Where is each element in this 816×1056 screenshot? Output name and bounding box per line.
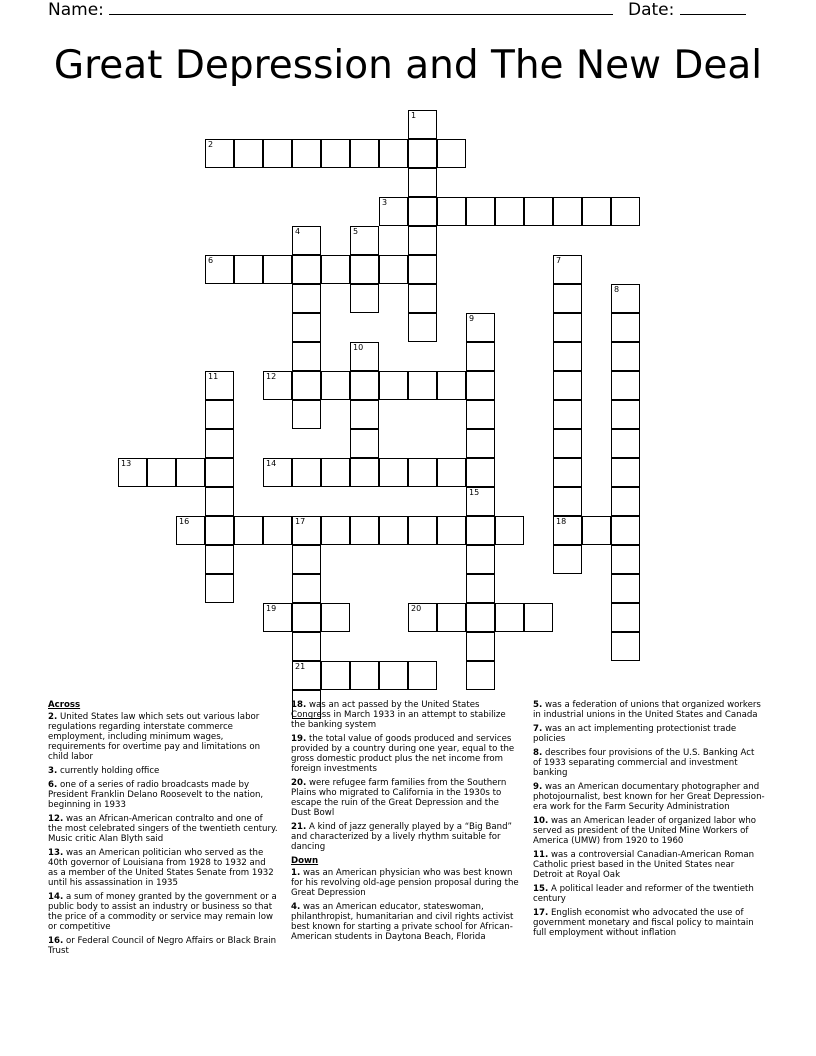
grid-cell[interactable] <box>408 371 437 400</box>
grid-cell[interactable] <box>263 458 292 487</box>
grid-cell[interactable] <box>553 458 582 487</box>
cell-number: 21 <box>295 662 306 671</box>
grid-cell[interactable] <box>437 371 466 400</box>
grid-cell[interactable] <box>611 284 640 313</box>
grid-cell[interactable] <box>205 487 234 516</box>
grid-cell[interactable] <box>292 545 321 574</box>
cell-number: 11 <box>208 372 219 381</box>
grid-cell[interactable] <box>408 313 437 342</box>
grid-cell[interactable] <box>408 516 437 545</box>
grid-cell[interactable] <box>437 603 466 632</box>
clue-down-4: 4. was an American educator, stateswoman, philanthropist, humanitarian and civil rights activist best known for starting a private school for African-American students in Daytona Beach, Florida <box>291 902 514 942</box>
grid-cell[interactable] <box>553 400 582 429</box>
grid-cell[interactable] <box>292 632 321 661</box>
grid-cell[interactable] <box>350 516 379 545</box>
grid-cell[interactable] <box>321 603 350 632</box>
grid-cell[interactable] <box>350 342 379 371</box>
grid-cell[interactable] <box>350 371 379 400</box>
grid-cell[interactable] <box>292 284 321 313</box>
grid-cell[interactable] <box>524 603 553 632</box>
grid-cell[interactable] <box>437 139 466 168</box>
grid-cell[interactable] <box>350 400 379 429</box>
clue-down-10: 10. was an American leader of organized labor who served as president of the United Mine Workers of America (UMW) from 1920 to 1960 <box>533 816 757 846</box>
grid-cell[interactable] <box>611 313 640 342</box>
clue-across-3: 3. currently holding office <box>48 766 160 776</box>
grid-cell[interactable] <box>553 342 582 371</box>
cell-number: 18 <box>556 517 567 526</box>
clues-column-3 <box>533 700 765 942</box>
grid-cell[interactable] <box>408 603 437 632</box>
grid-cell[interactable] <box>466 487 495 516</box>
clues-column-1 <box>48 700 278 960</box>
grid-cell[interactable] <box>379 516 408 545</box>
grid-cell[interactable] <box>553 429 582 458</box>
clues-column-2 <box>291 700 521 946</box>
grid-cell[interactable] <box>553 197 582 226</box>
grid-cell[interactable] <box>553 371 582 400</box>
grid-cell[interactable] <box>611 516 640 545</box>
clue-down-17: 17. English economist who advocated the use of government monetary and fiscal policy to maintain full employment without inflation <box>533 908 754 938</box>
grid-cell[interactable] <box>437 516 466 545</box>
grid-cell[interactable] <box>292 342 321 371</box>
clue-down-5: 5. was a federation of unions that organized workers in industrial unions in the United States and Canada <box>533 700 761 720</box>
grid-cell[interactable] <box>205 516 234 545</box>
grid-cell[interactable] <box>205 545 234 574</box>
grid-cell[interactable] <box>466 197 495 226</box>
grid-cell[interactable] <box>379 139 408 168</box>
grid-cell[interactable] <box>379 255 408 284</box>
grid-cell[interactable] <box>466 458 495 487</box>
grid-cell[interactable] <box>321 371 350 400</box>
grid-cell[interactable] <box>263 255 292 284</box>
grid-cell[interactable] <box>350 429 379 458</box>
grid-cell[interactable] <box>350 255 379 284</box>
grid-cell[interactable] <box>379 197 408 226</box>
grid-cell[interactable] <box>408 284 437 313</box>
cell-number: 7 <box>556 256 562 265</box>
clue-across-18: 18. was an act passed by the United States Congress in March 1933 in an attempt to stabilize the banking system <box>291 700 506 730</box>
grid-cell[interactable] <box>437 458 466 487</box>
grid-cell[interactable] <box>379 661 408 690</box>
cell-number: 5 <box>353 227 359 236</box>
cell-number: 14 <box>266 459 277 468</box>
grid-cell[interactable] <box>466 516 495 545</box>
grid-cell[interactable] <box>205 255 234 284</box>
grid-cell[interactable] <box>292 139 321 168</box>
grid-cell[interactable] <box>147 458 176 487</box>
grid-cell[interactable] <box>379 371 408 400</box>
grid-cell[interactable] <box>611 458 640 487</box>
grid-cell[interactable] <box>466 545 495 574</box>
grid-cell[interactable] <box>263 603 292 632</box>
grid-cell[interactable] <box>611 371 640 400</box>
cell-number: 17 <box>295 517 306 526</box>
grid-cell[interactable] <box>292 516 321 545</box>
grid-cell[interactable] <box>466 400 495 429</box>
grid-cell[interactable] <box>466 371 495 400</box>
grid-cell[interactable] <box>263 371 292 400</box>
clue-down-7: 7. was an act implementing protectionist trade policies <box>533 724 737 744</box>
grid-cell[interactable] <box>321 516 350 545</box>
cell-number: 19 <box>266 604 277 613</box>
grid-cell[interactable] <box>176 516 205 545</box>
grid-cell[interactable] <box>321 458 350 487</box>
grid-cell[interactable] <box>553 545 582 574</box>
grid-cell[interactable] <box>466 342 495 371</box>
clue-across-12: 12. was an African-American contralto and one of the most celebrated singers of the twentieth century. Music critic Alan Blyth said <box>48 814 278 844</box>
grid-cell[interactable] <box>379 458 408 487</box>
grid-cell[interactable] <box>321 661 350 690</box>
grid-cell[interactable] <box>582 197 611 226</box>
grid-cell[interactable] <box>582 516 611 545</box>
grid-cell[interactable] <box>292 574 321 603</box>
grid-cell[interactable] <box>611 603 640 632</box>
grid-cell[interactable] <box>437 197 466 226</box>
grid-cell[interactable] <box>408 458 437 487</box>
grid-cell[interactable] <box>408 226 437 255</box>
across-heading: Across <box>48 700 81 710</box>
page-title: Great Depression and The New Deal <box>53 43 763 88</box>
grid-cell[interactable] <box>408 197 437 226</box>
clue-down-8: 8. describes four provisions of the U.S. Banking Act of 1933 separating commercial and investment banking <box>533 748 755 778</box>
grid-cell[interactable] <box>611 487 640 516</box>
grid-cell[interactable] <box>408 110 437 139</box>
grid-cell[interactable] <box>205 400 234 429</box>
grid-cell[interactable] <box>292 458 321 487</box>
grid-cell[interactable] <box>611 574 640 603</box>
grid-cell[interactable] <box>292 400 321 429</box>
cell-number: 3 <box>382 198 388 207</box>
grid-cell[interactable] <box>350 284 379 313</box>
grid-cell[interactable] <box>234 139 263 168</box>
grid-cell[interactable] <box>495 516 524 545</box>
clue-across-13: 13. was an American politician who served as the 40th governor of Louisiana from 1928 to 1932 and as a member of the United States Senate from 1932 until his assassination in 1935 <box>48 848 274 888</box>
grid-cell[interactable] <box>611 400 640 429</box>
clue-across-20: 20. were refugee farm families from the Southern Plains who migrated to California in the 1930s to escape the ruin of the Great Depression and the Dust Bowl <box>291 778 507 818</box>
grid-cell[interactable] <box>205 139 234 168</box>
grid-cell[interactable] <box>553 487 582 516</box>
clue-across-6: 6. one of a series of radio broadcasts made by President Franklin Delano Roosevelt to the nation, beginning in 1933 <box>48 780 264 810</box>
grid-cell[interactable] <box>466 603 495 632</box>
grid-cell[interactable] <box>321 255 350 284</box>
grid-cell[interactable] <box>466 429 495 458</box>
grid-cell[interactable] <box>611 342 640 371</box>
clue-across-14: 14. a sum of money granted by the government or a public body to assist an industry or business so that the price of a commodity or service may remain low or competitive <box>48 892 277 932</box>
grid-cell[interactable] <box>263 516 292 545</box>
grid-cell[interactable] <box>495 197 524 226</box>
cell-number: 8 <box>614 285 620 294</box>
grid-cell[interactable] <box>350 139 379 168</box>
down-heading: Down <box>291 856 319 866</box>
clue-across-16: 16. or Federal Council of Negro Affairs or Black Brain Trust <box>48 936 277 956</box>
cell-number: 20 <box>411 604 422 613</box>
clue-across-19: 19. the total value of goods produced and services provided by a country during one year, equal to the gross domestic product plus the net income from foreign investments <box>291 734 515 774</box>
clue-down-9: 9. was an American documentary photographer and photojournalist, best known for her Great Depression-era work for the Farm Security Administration <box>533 782 765 812</box>
cell-number: 15 <box>469 488 480 497</box>
grid-cell[interactable] <box>408 255 437 284</box>
grid-cell[interactable] <box>205 458 234 487</box>
grid-cell[interactable] <box>292 313 321 342</box>
grid-cell[interactable] <box>466 574 495 603</box>
grid-cell[interactable] <box>611 429 640 458</box>
grid-cell[interactable] <box>350 661 379 690</box>
grid-cell[interactable] <box>553 313 582 342</box>
date-label: Date: <box>628 0 675 20</box>
grid-cell[interactable] <box>205 429 234 458</box>
cell-number: 4 <box>295 227 301 236</box>
grid-cell[interactable] <box>553 255 582 284</box>
grid-cell[interactable] <box>292 603 321 632</box>
cell-number: 13 <box>121 459 132 468</box>
grid-cell[interactable] <box>553 284 582 313</box>
cell-number: 6 <box>208 256 214 265</box>
clue-across-21: 21. A kind of jazz generally played by a “Big Band” and characterized by a lively rhythm suitable for dancing <box>291 822 512 852</box>
clue-down-1: 1. was an American physician who was best known for his revolving old-age pension proposal during the Great Depression <box>291 868 519 898</box>
grid-cell[interactable] <box>205 574 234 603</box>
grid-cell[interactable] <box>611 197 640 226</box>
clue-down-15: 15. A political leader and reformer of the twentieth century <box>533 884 754 904</box>
grid-cell[interactable] <box>466 661 495 690</box>
grid-cell[interactable] <box>611 545 640 574</box>
grid-cell[interactable] <box>408 168 437 197</box>
grid-cell[interactable] <box>408 139 437 168</box>
grid-cell[interactable] <box>466 313 495 342</box>
grid-cell[interactable] <box>553 516 582 545</box>
cell-number: 2 <box>208 140 214 149</box>
cell-number: 12 <box>266 372 277 381</box>
clue-across-2: 2. United States law which sets out various labor regulations regarding interstate commerce employment, including minimum wages, requirements for overtime pay and limitations on child labor <box>48 712 261 762</box>
grid-cell[interactable] <box>234 255 263 284</box>
grid-cell[interactable] <box>292 371 321 400</box>
cell-number: 10 <box>353 343 364 352</box>
grid-cell[interactable] <box>263 139 292 168</box>
grid-cell[interactable] <box>292 226 321 255</box>
grid-cell[interactable] <box>495 603 524 632</box>
grid-cell[interactable] <box>292 255 321 284</box>
grid-cell[interactable] <box>234 516 263 545</box>
grid-cell[interactable] <box>292 661 321 690</box>
cell-number: 1 <box>411 111 417 120</box>
grid-cell[interactable] <box>466 632 495 661</box>
grid-cell[interactable] <box>408 661 437 690</box>
cell-number: 16 <box>179 517 190 526</box>
cell-number: 9 <box>469 314 475 323</box>
grid-cell[interactable] <box>350 226 379 255</box>
grid-cell[interactable] <box>611 632 640 661</box>
grid-cell[interactable] <box>350 458 379 487</box>
grid-cell[interactable] <box>524 197 553 226</box>
grid-cell[interactable] <box>205 371 234 400</box>
name-label: Name: <box>48 0 104 20</box>
grid-cell[interactable] <box>118 458 147 487</box>
grid-cell[interactable] <box>321 139 350 168</box>
clue-down-11: 11. was a controversial Canadian-American Roman Catholic priest based in the United States near Detroit at Royal Oak <box>533 850 755 880</box>
grid-cell[interactable] <box>176 458 205 487</box>
